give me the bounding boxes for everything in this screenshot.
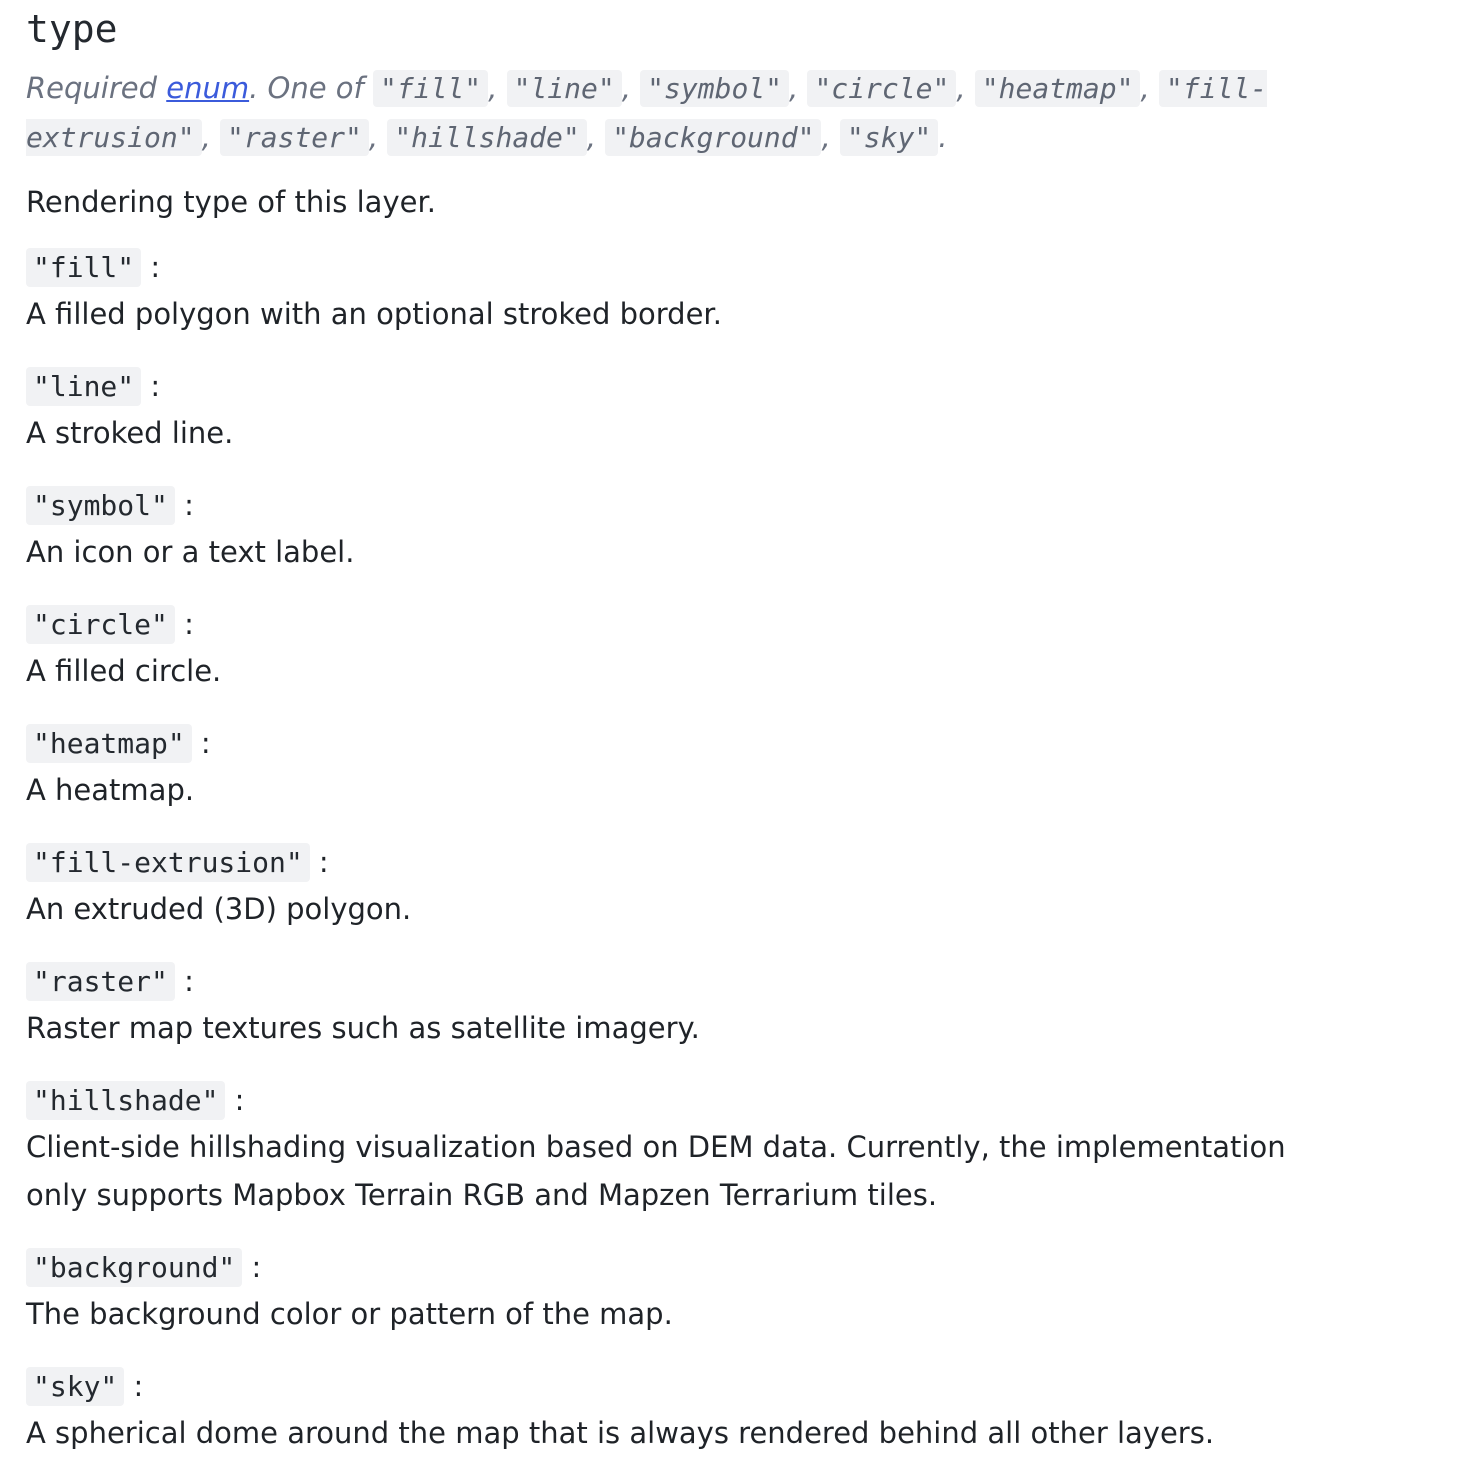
enum-entry-description: A stroked line. — [26, 416, 234, 450]
enum-entry-head: "background" : — [26, 1244, 1326, 1290]
enum-entry-value: "symbol" — [26, 486, 175, 525]
enum-entry — [26, 958, 1326, 1052]
enum-entry-head: "sky" : — [26, 1363, 1326, 1409]
enum-entry-description: An icon or a text label. — [26, 535, 355, 569]
enum-entry — [26, 720, 1326, 814]
enum-entry-value: "fill" — [26, 248, 141, 287]
required-label: Required — [26, 71, 158, 105]
enum-entry — [26, 1363, 1326, 1457]
enum-entry-head: "raster" : — [26, 958, 1326, 1004]
enum-inline-value: "raster" — [220, 119, 369, 156]
enum-inline-value: "line" — [507, 70, 622, 107]
enum-entry — [26, 244, 1326, 338]
enum-inline-value: "hillshade" — [387, 119, 586, 156]
enum-entry — [26, 1077, 1326, 1219]
property-name: type — [26, 7, 118, 51]
enum-entries — [26, 244, 1326, 1457]
enum-entry-value: "sky" — [26, 1367, 124, 1406]
enum-value-list: "fill" , "line" , "symbol" , "circle" , "heatmap" , "fill-extrusion" , "raster" , "hillshade" , "background" , "sky" — [26, 71, 1268, 154]
enum-entry-head: "circle" : — [26, 601, 1326, 647]
enum-entry — [26, 601, 1326, 695]
enum-entry-value: "circle" — [26, 605, 175, 644]
enum-entry-description: A filled polygon with an optional stroked border. — [26, 297, 722, 331]
enum-type-link[interactable]: enum — [166, 71, 250, 105]
enum-entry-value: "hillshade" — [26, 1081, 225, 1120]
enum-entry-description: The background color or pattern of the map. — [26, 1297, 673, 1331]
enum-entry-value: "fill-extrusion" — [26, 843, 310, 882]
enum-entry-value: "background" — [26, 1248, 242, 1287]
enum-inline-value: "symbol" — [640, 70, 789, 107]
enum-entry-description: An extruded (3D) polygon. — [26, 892, 412, 926]
enum-entry-description: A heatmap. — [26, 773, 195, 807]
enum-entry-head: "fill-extrusion" : — [26, 839, 1326, 885]
enum-entry-value: "raster" — [26, 962, 175, 1001]
enum-inline-value: "fill" — [373, 70, 488, 107]
enum-inline-value: "background" — [605, 119, 821, 156]
enum-entry-head: "fill" : — [26, 244, 1326, 290]
enum-entry — [26, 482, 1326, 576]
property-description: Rendering type of this layer. — [26, 185, 436, 219]
enum-inline-value: "sky" — [840, 119, 938, 156]
enum-entry — [26, 1244, 1326, 1338]
enum-entry-value: "line" — [26, 367, 141, 406]
one-of-label: . One of — [249, 71, 364, 105]
enum-entry-description: Client-side hillshading visualization based on DEM data. Currently, the implementation only supports Mapbox Terrain RGB and Mapzen Terrarium tiles. — [26, 1130, 1286, 1212]
enum-entry-value: "heatmap" — [26, 724, 192, 763]
enum-entry-head: "hillshade" : — [26, 1077, 1326, 1123]
enum-entry-head: "symbol" : — [26, 482, 1326, 528]
enum-inline-value: "heatmap" — [975, 70, 1141, 107]
enum-inline-value: "circle" — [807, 70, 956, 107]
property-meta: Required enum. One of "fill" , "line" , "symbol" , "circle" , "heatmap" , "fill-extrusion" , "raster" , "hillshade" , "background" , "sky" . — [26, 71, 1268, 154]
enum-entry-description: A spherical dome around the map that is always rendered behind all other layers. — [26, 1416, 1215, 1450]
enum-entry — [26, 839, 1326, 933]
enum-entry-head: "heatmap" : — [26, 720, 1326, 766]
enum-entry-description: A filled circle. — [26, 654, 222, 688]
enum-inline-value: "fill-extrusion" — [26, 72, 1268, 154]
enum-entry — [26, 363, 1326, 457]
enum-entry-description: Raster map textures such as satellite imagery. — [26, 1011, 700, 1045]
enum-entry-head: "line" : — [26, 363, 1326, 409]
